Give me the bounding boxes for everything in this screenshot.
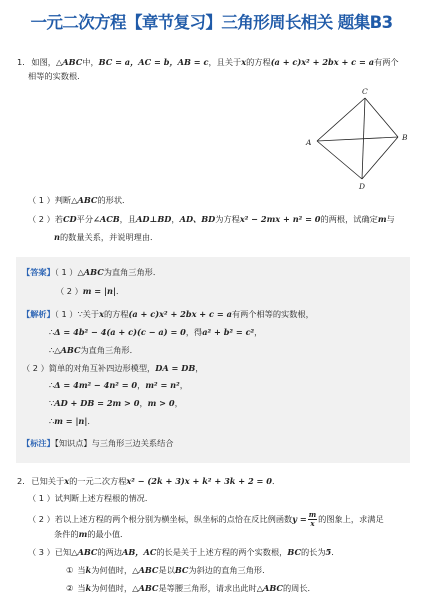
q1-figure xyxy=(302,85,414,193)
q2-sub2-line2: 条件的m的最小值． xyxy=(54,529,129,539)
edge-da xyxy=(317,141,362,179)
edge-cb xyxy=(365,98,398,137)
q1-sub2-line2: n的数量关系，并说明理由． xyxy=(54,232,159,242)
answer-line1: 【答案】（ 1 ）△ABC为直角三角形． xyxy=(22,267,162,277)
answer-line2: （ 2 ）m = |n|． xyxy=(56,286,125,296)
label-d: D xyxy=(359,182,366,191)
analysis-line5: ∴Δ = 4m² − 4n² = 0，m² = n²， xyxy=(49,380,188,390)
label-b: B xyxy=(402,133,408,142)
analysis-line3: ∴△ABC为直角三角形． xyxy=(49,345,138,355)
analysis-line2: ∴Δ = 4b² − 4(a + c)(c − a) = 0，得a² + b² = c²， xyxy=(49,327,263,337)
page-title: 一元二次方程【章节复习】三角形周长相关 题集B3 xyxy=(30,13,393,32)
edge-bd xyxy=(362,137,398,179)
q1-sub1: （ 1 ）判断△ABC的形状． xyxy=(28,195,131,205)
q2-number: 2. xyxy=(17,476,25,486)
analysis-line7: ∴m = |n|． xyxy=(49,416,96,426)
q2-sub3: （ 3 ）已知△ABC的两边AB，AC的长是关于上述方程的两个实数根，BC的长为5． xyxy=(28,547,340,557)
analysis-line6: ∵AD + DB = 2m > 0，m > 0， xyxy=(49,398,183,408)
q2-sub2: （ 2 ）若以上述方程的两个根分别为横坐标，纵坐标的点恰在反比例函数y = $\frac{m}{x}$ 的图象上，求满足 xyxy=(28,510,384,528)
q1-stem-line2: 相等的实数根． xyxy=(28,71,86,81)
analysis-line1: 【解析】（ 1 ）∵关于x的方程(a + c)x² + 2bx + c = a有两个相等的实数根， xyxy=(22,309,314,319)
analysis-line4: （ 2 ）简单的对角互补四边形模型，DA = DB， xyxy=(22,363,204,373)
label-c: C xyxy=(362,87,368,96)
edge-ac xyxy=(317,98,365,141)
q1-number: 1. xyxy=(17,57,25,67)
q2-sub1: （ 1 ）试判断上述方程根的情况． xyxy=(28,493,154,503)
q2-stem: 2. 已知关于x的一元二次方程x² − (2k + 3)x + k² + 3k + 2 = 0． xyxy=(17,476,281,486)
q1-sub2: （ 2 ）若CD平分∠ACB，且AD⊥BD，AD、BD为方程x² − 2mx + n² = 0的两根，试确定m与 xyxy=(28,214,395,224)
answer-tag: 【答案】 xyxy=(22,267,55,277)
note-tag: 【标注】 xyxy=(22,438,55,448)
note-line: 【标注】【知识点】与三角形三边关系结合 xyxy=(22,438,174,448)
fraction-m-over-x: $\frac{m}{x}$ xyxy=(308,510,317,528)
q1-stem: 1. 如图，△ABC中，BC = a，AC = b，AB = c，且关于x的方程(a + c)x² + 2bx + c = a有两个 xyxy=(17,57,399,67)
q2-item1: ① 当k为何值时，△ABC是以BC为斜边的直角三角形． xyxy=(66,565,271,575)
label-a: A xyxy=(306,138,312,147)
analysis-tag: 【解析】 xyxy=(22,309,55,319)
diagonal-ab xyxy=(317,137,398,141)
q2-item2: ② 当k为何值时，△ABC是等腰三角形，请求出此时△ABC的周长． xyxy=(66,583,316,593)
